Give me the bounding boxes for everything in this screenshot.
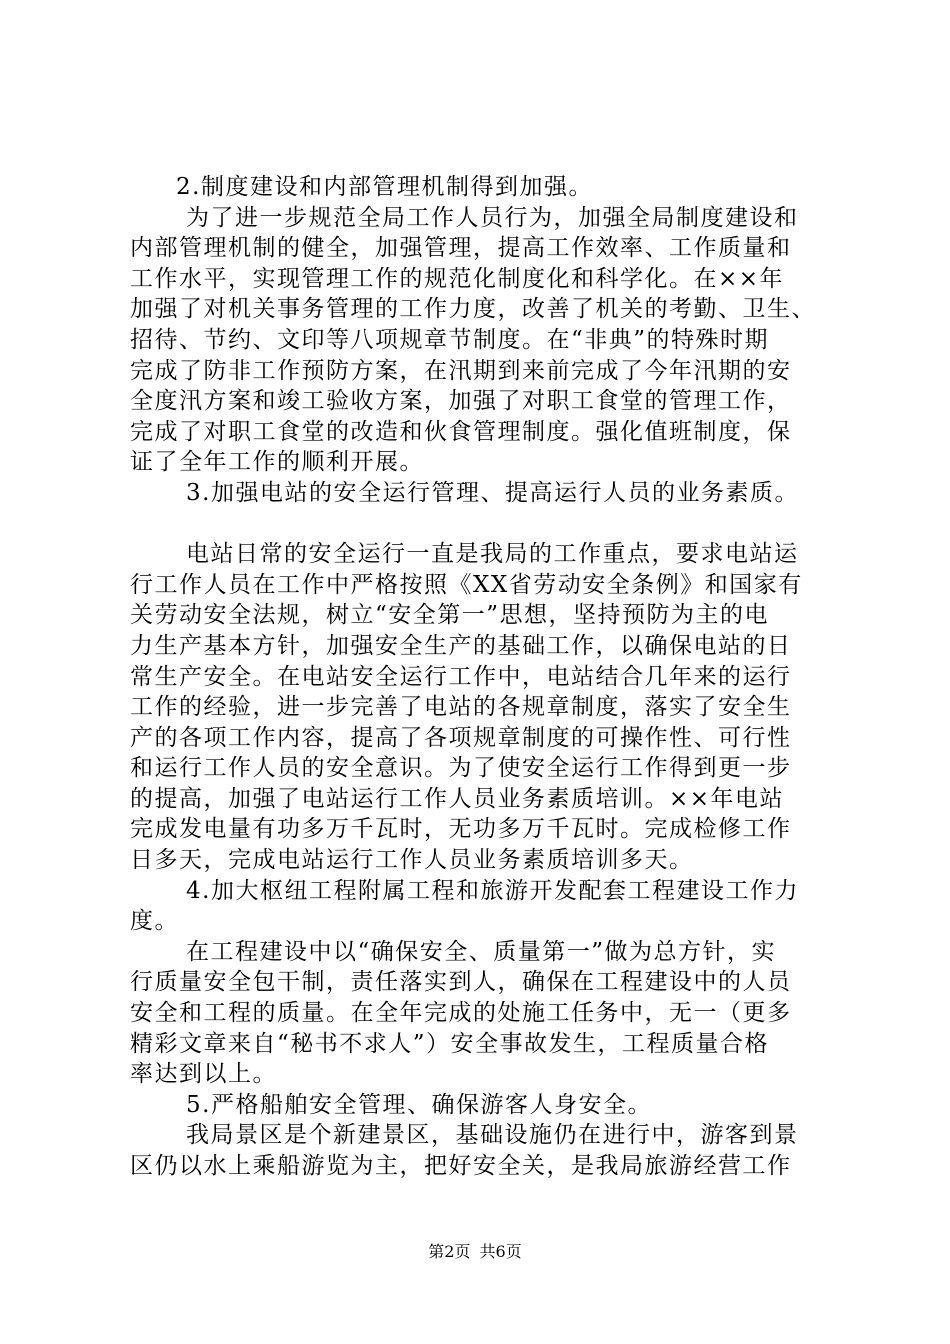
paragraph-line: 工作水平，实现管理工作的规范化制度化和科学化。在××年 xyxy=(130,265,785,292)
paragraph-line: 全度汛方案和竣工验收方案，加强了对职工食堂的管理工作， xyxy=(130,388,792,415)
paragraph-line: 工作的经验，进一步完善了电站的各规章制度，落实了安全生 xyxy=(130,694,792,721)
blank-line xyxy=(130,509,835,540)
paragraph-line: 招待、节约、文印等八项规章节制度。在“非典”的特殊时期 xyxy=(130,326,770,353)
paragraph-line: 常生产安全。在电站安全运行工作中，电站结合几年来的运行 xyxy=(130,663,792,690)
paragraph-line: 率达到以上。 xyxy=(130,1061,277,1088)
paragraph-line: 安全和工程的质量。在全年完成的处施工任务中，无一（更多 xyxy=(130,1000,792,1027)
paragraph-line: 日多天，完成电站运行工作人员业务素质培训多天。 xyxy=(130,847,694,874)
section-heading-3: 3.加强电站的安全运行管理、提高运行人员的业务素质。 xyxy=(186,479,799,506)
paragraph-line: 和运行工作人员的安全意识。为了使安全运行工作得到更一步 xyxy=(130,755,792,782)
paragraph-line: 关劳动安全法规，树立“安全第一”思想，坚持预防为主的电 xyxy=(130,602,770,629)
paragraph-line: 产的各项工作内容，提高了各项规章制度的可操作性、可行性 xyxy=(130,724,792,751)
page-footer xyxy=(0,1242,950,1262)
page-total: 共6页 xyxy=(479,1242,522,1261)
paragraph-line: 区仍以水上乘船游览为主，把好安全关，是我局旅游经营工作 xyxy=(130,1153,792,1179)
paragraph-line: 度。 xyxy=(130,908,179,935)
paragraph-line: 力生产基本方针，加强安全生产的基础工作，以确保电站的日 xyxy=(130,632,792,659)
section-heading-4: 4.加大枢纽工程附属工程和旅游开发配套工程建设工作力 xyxy=(186,877,799,904)
document-body xyxy=(130,172,835,1182)
paragraph-line: 为了进一步规范全局工作人员行为，加强全局制度建设和 xyxy=(186,204,799,231)
section-heading-5: 5.严格船舶安全管理、确保游客人身安全。 xyxy=(186,1091,652,1118)
paragraph-line: 证了全年工作的顺利开展。 xyxy=(130,449,424,476)
paragraph-line: 行质量安全包干制，责任落实到人，确保在工程建设中的人员 xyxy=(130,969,792,996)
paragraph-line: 完成发电量有功多万千瓦时，无功多万千瓦时。完成检修工作 xyxy=(130,816,792,843)
paragraph-line: 我局景区是个新建景区，基础设施仍在进行中，游客到景 xyxy=(186,1122,799,1149)
paragraph-line: 内部管理机制的健全，加强管理，提高工作效率、工作质量和 xyxy=(130,235,792,262)
paragraph-line: 完成了防非工作预防方案，在汛期到来前完成了今年汛期的安 xyxy=(130,357,792,384)
paragraph-line: 的提高，加强了电站运行工作人员业务素质培训。××年电站 xyxy=(130,785,785,812)
page-number: 第2页 xyxy=(428,1242,471,1261)
paragraph-line: 行工作人员在工作中严格按照《XX省劳动安全条例》和国家有 xyxy=(130,571,803,598)
paragraph-line: 完成了对职工食堂的改造和伙食管理制度。强化值班制度，保 xyxy=(130,418,792,445)
paragraph-line: 精彩文章来自“秘书不求人”）安全事故发生，工程质量合格 xyxy=(130,1030,770,1057)
paragraph-line: 在工程建设中以“确保安全、质量第一”做为总方针，实 xyxy=(186,938,777,965)
paragraph-line: 加强了对机关事务管理的工作力度，改善了机关的考勤、卫生、 xyxy=(130,296,816,323)
paragraph-line: 电站日常的安全运行一直是我局的工作重点，要求电站运 xyxy=(186,541,799,568)
section-heading-2: 2.制度建设和内部管理机制得到加强。 xyxy=(176,174,593,200)
